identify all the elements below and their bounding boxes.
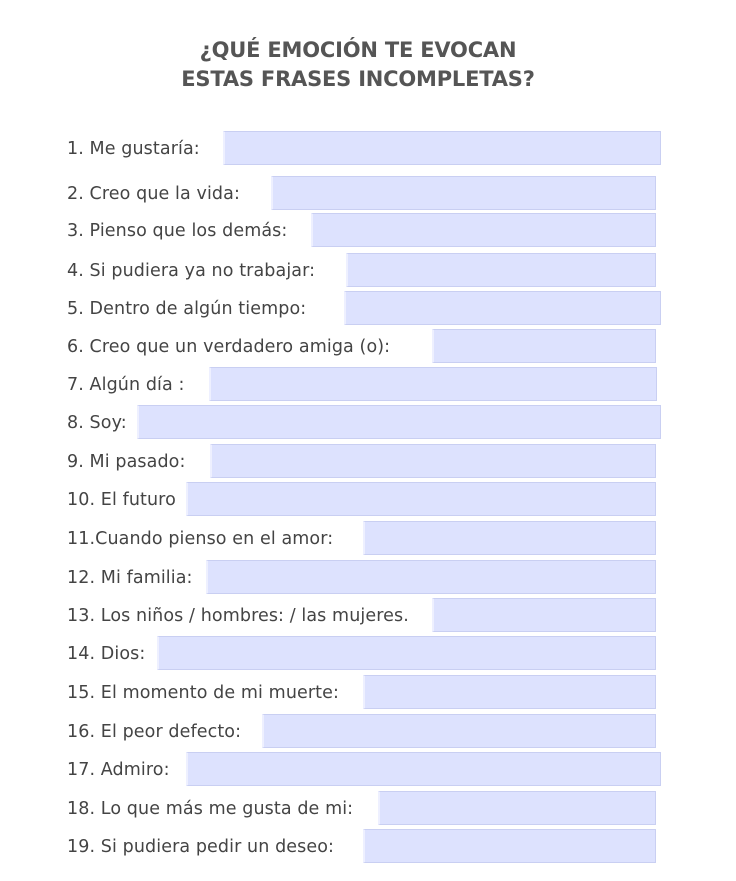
answer-field-8[interactable] — [137, 405, 661, 439]
sentence-row-15 — [67, 675, 662, 711]
sentence-row-2 — [67, 176, 662, 212]
sentence-row-16 — [67, 714, 662, 750]
answer-field-1[interactable] — [223, 131, 661, 165]
sentence-label: 13. Los niños / hombres: / las mujeres. — [67, 606, 409, 626]
sentence-row-6 — [67, 329, 662, 365]
answer-field-3[interactable] — [311, 213, 656, 247]
answer-field-9[interactable] — [210, 444, 656, 478]
sentence-label: 15. El momento de mi muerte: — [67, 683, 339, 703]
form-title-line-1: ¿QUÉ EMOCIÓN TE EVOCAN — [199, 38, 517, 62]
sentence-row-13 — [67, 598, 662, 634]
answer-field-7[interactable] — [209, 367, 657, 401]
answer-field-12[interactable] — [206, 560, 656, 594]
sentence-row-5 — [67, 291, 662, 327]
sentence-label: 11.Cuando pienso en el amor: — [67, 529, 334, 549]
answer-field-6[interactable] — [432, 329, 656, 363]
sentence-row-14 — [67, 636, 662, 672]
answer-field-11[interactable] — [363, 521, 656, 555]
sentence-label: 2. Creo que la vida: — [67, 184, 240, 204]
sentence-row-7 — [67, 367, 662, 403]
sentence-label: 1. Me gustaría: — [67, 139, 200, 159]
sentence-row-17 — [67, 752, 662, 788]
sentence-row-19 — [67, 829, 662, 865]
answer-field-5[interactable] — [344, 291, 661, 325]
sentence-label: 12. Mi familia: — [67, 568, 193, 588]
answer-field-13[interactable] — [432, 598, 656, 632]
answer-field-19[interactable] — [363, 829, 656, 863]
sentence-row-3 — [67, 213, 662, 249]
sentence-label: 16. El peor defecto: — [67, 722, 242, 742]
sentence-label: 3. Pienso que los demás: — [67, 221, 288, 241]
sentence-row-10 — [67, 482, 662, 518]
sentence-label: 14. Dios: — [67, 644, 146, 664]
sentence-label: 8. Soy: — [67, 413, 127, 433]
sentence-row-4 — [67, 253, 662, 289]
sentence-row-11 — [67, 521, 662, 557]
sentence-label: 9. Mi pasado: — [67, 452, 186, 472]
sentence-row-12 — [67, 560, 662, 596]
answer-field-15[interactable] — [363, 675, 656, 709]
sentence-row-8 — [67, 405, 662, 441]
sentence-label: 18. Lo que más me gusta de mi: — [67, 799, 354, 819]
answer-field-10[interactable] — [186, 482, 656, 516]
sentence-label: 19. Si pudiera pedir un deseo: — [67, 837, 335, 857]
answer-field-16[interactable] — [262, 714, 656, 748]
sentence-row-9 — [67, 444, 662, 480]
sentence-label: 6. Creo que un verdadero amiga (o): — [67, 337, 391, 357]
answer-field-17[interactable] — [186, 752, 661, 786]
answer-field-18[interactable] — [378, 791, 656, 825]
sentence-label: 5. Dentro de algún tiempo: — [67, 299, 307, 319]
sentence-label: 4. Si pudiera ya no trabajar: — [67, 261, 316, 281]
answer-field-4[interactable] — [346, 253, 656, 287]
sentence-label: 7. Algún día : — [67, 375, 185, 395]
sentence-row-1 — [67, 131, 662, 167]
sentence-label: 10. El futuro — [67, 490, 176, 510]
answer-field-14[interactable] — [157, 636, 656, 670]
sentence-label: 17. Admiro: — [67, 760, 170, 780]
sentence-row-18 — [67, 791, 662, 827]
form-title-line-2: ESTAS FRASES INCOMPLETAS? — [181, 67, 535, 91]
answer-field-2[interactable] — [271, 176, 656, 210]
